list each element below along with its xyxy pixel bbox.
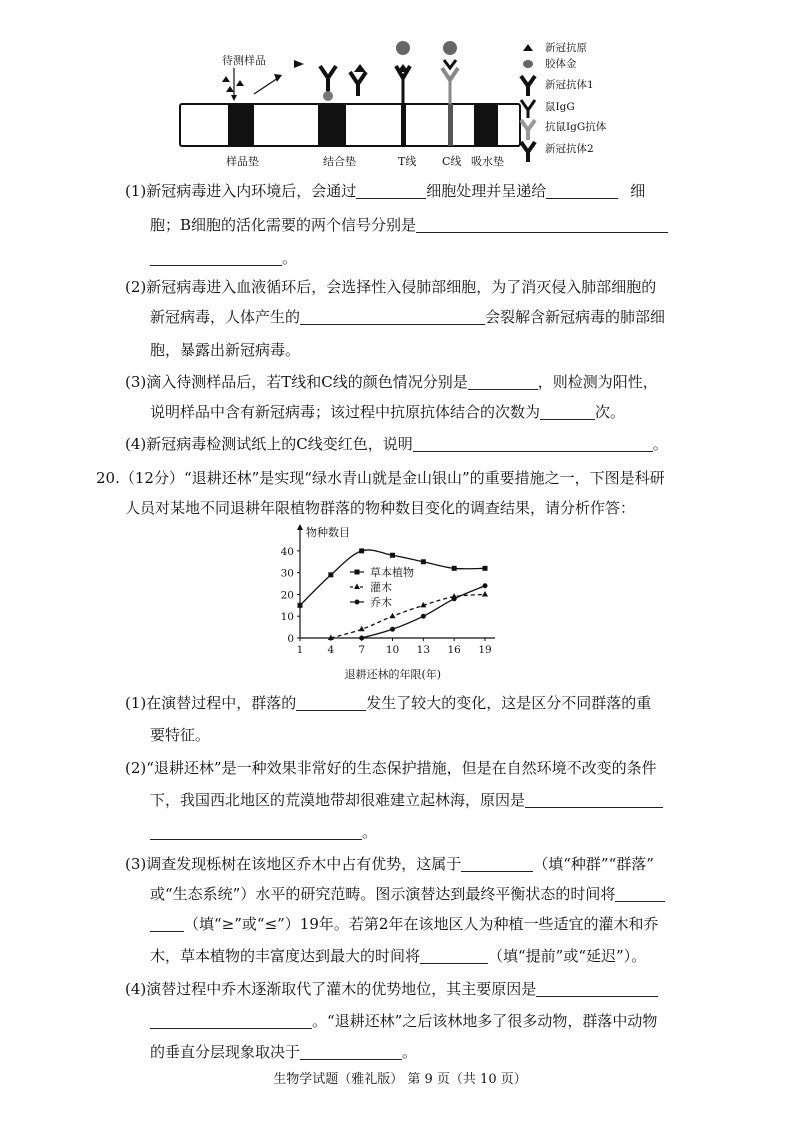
- x-tick-label: 19: [478, 644, 492, 656]
- q19-2-line3: [150, 340, 300, 360]
- x-tick-label: 16: [447, 644, 461, 656]
- legend-marker: [355, 600, 360, 605]
- q19-1-line1: [125, 181, 645, 201]
- q20-2-line1: [125, 758, 657, 778]
- x-tick-label: 4: [327, 644, 335, 656]
- text: 次。: [595, 403, 626, 421]
- data-point: [421, 559, 426, 564]
- q20-4-line1: [125, 979, 658, 999]
- q20-3-line1: [125, 854, 654, 874]
- q20-1-line1: [125, 693, 651, 713]
- pad-label-conjugate: 结合垫: [323, 155, 356, 168]
- legend-label: 草本植物: [370, 566, 414, 579]
- q19-4-line1: [125, 434, 668, 454]
- answer-blank[interactable]: [525, 791, 663, 808]
- answer-blank[interactable]: [540, 403, 595, 420]
- legend-marker: [354, 584, 360, 590]
- legend-anti-mouse-igg: 抗鼠IgG抗体: [545, 121, 607, 133]
- q20-4-line3: [150, 1042, 417, 1062]
- text: 。: [402, 1043, 418, 1061]
- answer-blank[interactable]: [536, 980, 658, 997]
- conjugate-pad: [318, 104, 346, 146]
- q19-2-line2: [150, 307, 665, 327]
- answer-blank[interactable]: [150, 249, 282, 266]
- data-point: [328, 572, 333, 577]
- answer-blank[interactable]: [150, 823, 362, 840]
- text: 发生了较大的变化，这是区分不同群落的重: [366, 694, 652, 712]
- pad-label-t: T线: [398, 155, 417, 168]
- data-point: [421, 614, 426, 619]
- c-line: [448, 104, 453, 146]
- answer-blank[interactable]: [150, 1012, 312, 1029]
- text: （填“≥”或“≤”）19年。若第2年在该地区人为种植一些适宜的灌木和乔: [184, 915, 659, 933]
- text: 细: [630, 182, 646, 200]
- t-line: [401, 104, 406, 146]
- y-axis-arrow: [297, 524, 303, 530]
- data-point: [483, 583, 488, 588]
- q19-3-line2: [150, 402, 625, 422]
- text: 或“生态系统”）水平的研究范畴。图示演替达到最终平衡状态的时间将: [150, 885, 616, 903]
- answer-blank[interactable]: [461, 855, 533, 872]
- text: (1)新冠病毒进入内环境后，会通过: [125, 182, 357, 200]
- answer-blank[interactable]: [420, 947, 488, 964]
- answer-blank[interactable]: [615, 885, 665, 902]
- absorbent-pad: [474, 104, 498, 146]
- text: 。: [652, 435, 668, 453]
- text: 。: [362, 823, 378, 841]
- legend-mouse-igg: 鼠IgG: [545, 101, 575, 113]
- text: 下，我国西北地区的荒漠地带却很难建立起林海，原因是: [150, 791, 526, 809]
- answer-blank[interactable]: [296, 694, 366, 711]
- y-tick-label: 40: [280, 545, 294, 558]
- answer-blank[interactable]: [468, 373, 538, 390]
- q20-3-line3: [150, 914, 658, 934]
- x-axis-label: 退耕还林的年限(年): [344, 668, 442, 681]
- text: 说明样品中含有新冠病毒；该过程中抗原抗体结合的次数为: [150, 403, 541, 421]
- x-tick-label: 1: [296, 644, 304, 656]
- text: 人员对某地不同退耕年限植物群落的物种数目变化的调查结果，请分析作答：: [125, 499, 636, 517]
- answer-blank[interactable]: [546, 182, 618, 199]
- legend-label: 灌木: [370, 581, 392, 594]
- pad-label-absorbent: 吸水垫: [471, 155, 504, 168]
- q19-2-line1: [125, 277, 656, 297]
- text: 。“退耕还林”之后该林地多了很多动物，群落中动物: [312, 1012, 658, 1030]
- text: (4)新冠病毒检测试纸上的C线变红色，说明: [125, 435, 413, 453]
- text: (2)新冠病毒进入血液循环后，会选择性入侵肺部细胞，为了消灭侵入肺部细胞的: [125, 278, 657, 296]
- page-footer: 生物学试题（雅礼版） 第 9 页（共 10 页）: [273, 1072, 527, 1087]
- legend-gold: 胶体金: [545, 58, 577, 70]
- y-tick-label: 10: [280, 611, 294, 624]
- text: (3)滴入待测样品后，若T线和C线的颜色情况分别是: [125, 373, 468, 391]
- text: 木，草本植物的丰富度达到最大的时间将: [150, 947, 421, 965]
- data-point: [390, 613, 396, 619]
- series-line-1: [331, 594, 485, 638]
- text: (4)演替过程中乔木逐渐取代了灌木的优势地位，其主要原因是: [125, 980, 537, 998]
- x-tick-label: 13: [416, 644, 431, 656]
- text: 胞，暴露出新冠病毒。: [150, 341, 301, 359]
- text: （填“提前”或“延迟”）。: [488, 947, 647, 965]
- q19-3-line1: [125, 372, 658, 392]
- text: 胞；B细胞的活化需要的两个信号分别是: [150, 216, 417, 234]
- data-point: [483, 566, 488, 571]
- legend-antibody1: 新冠抗体1: [545, 79, 594, 91]
- q20-3-line2: [150, 884, 665, 904]
- answer-blank[interactable]: [150, 915, 184, 932]
- species-chart: [270, 520, 520, 690]
- text: 会裂解含新冠病毒的肺部细: [485, 308, 666, 326]
- legend-marker: [355, 570, 360, 575]
- x-tick-label: 7: [358, 644, 366, 656]
- q20-3-line4: [150, 946, 646, 966]
- data-point: [359, 636, 364, 641]
- sample-label: 待测样品: [222, 54, 266, 67]
- pad-label-c: C线: [442, 155, 462, 168]
- data-point: [482, 591, 488, 597]
- text: 新冠病毒，人体产生的: [150, 308, 301, 326]
- legend-label: 乔木: [370, 596, 392, 609]
- text: (3)调查发现栎树在该地区乔木中占有优势，这属于: [125, 855, 462, 873]
- q19-1-line2: [150, 215, 668, 235]
- text: （填“种群”“群落”: [533, 855, 654, 873]
- data-point: [452, 566, 457, 571]
- q20-4-line2: [150, 1011, 657, 1031]
- q20-2-line3: [150, 822, 377, 842]
- answer-blank[interactable]: [413, 435, 653, 452]
- y-tick-label: 30: [280, 567, 294, 580]
- data-point: [359, 626, 365, 632]
- text: 20.（12分）“退耕还林”是实现“绿水青山就是金山银山”的重要措施之一，下图是科研: [96, 469, 665, 487]
- legend-antigen: 新冠抗原: [545, 42, 587, 54]
- data-point: [298, 603, 303, 608]
- data-point: [390, 553, 395, 558]
- text: (1)在演替过程中，群落的: [125, 694, 297, 712]
- pad-label-sample: 样品垫: [226, 155, 259, 168]
- q20-intro1: [96, 468, 665, 488]
- q20-2-line2: [150, 790, 663, 810]
- answer-blank[interactable]: [356, 182, 426, 199]
- answer-blank[interactable]: [300, 308, 485, 325]
- q20-1-line2: [150, 725, 210, 745]
- x-tick-label: 10: [385, 644, 400, 656]
- text: 要特征。: [150, 726, 211, 744]
- legend-antibody2: 新冠抗体2: [545, 143, 594, 155]
- data-point: [359, 548, 364, 553]
- y-tick-label: 0: [287, 633, 294, 645]
- answer-blank[interactable]: [416, 216, 668, 233]
- y-tick-label: 20: [280, 589, 294, 602]
- answer-blank[interactable]: [300, 1043, 402, 1060]
- text: 。: [282, 249, 298, 267]
- text: 细胞处理并呈递给: [426, 182, 547, 200]
- q20-intro2: [125, 498, 635, 518]
- text: ，则检测为阳性，: [537, 373, 658, 391]
- y-axis-label: 物种数目: [306, 526, 350, 539]
- sample-pad: [228, 104, 254, 146]
- q19-1-line3: [150, 248, 297, 268]
- text: (2)“退耕还林”是一种效果非常好的生态保护措施，但是在自然环境不改变的条件: [125, 759, 657, 777]
- data-point: [390, 627, 395, 632]
- data-point: [452, 596, 457, 601]
- text: 的垂直分层现象取决于: [150, 1043, 301, 1061]
